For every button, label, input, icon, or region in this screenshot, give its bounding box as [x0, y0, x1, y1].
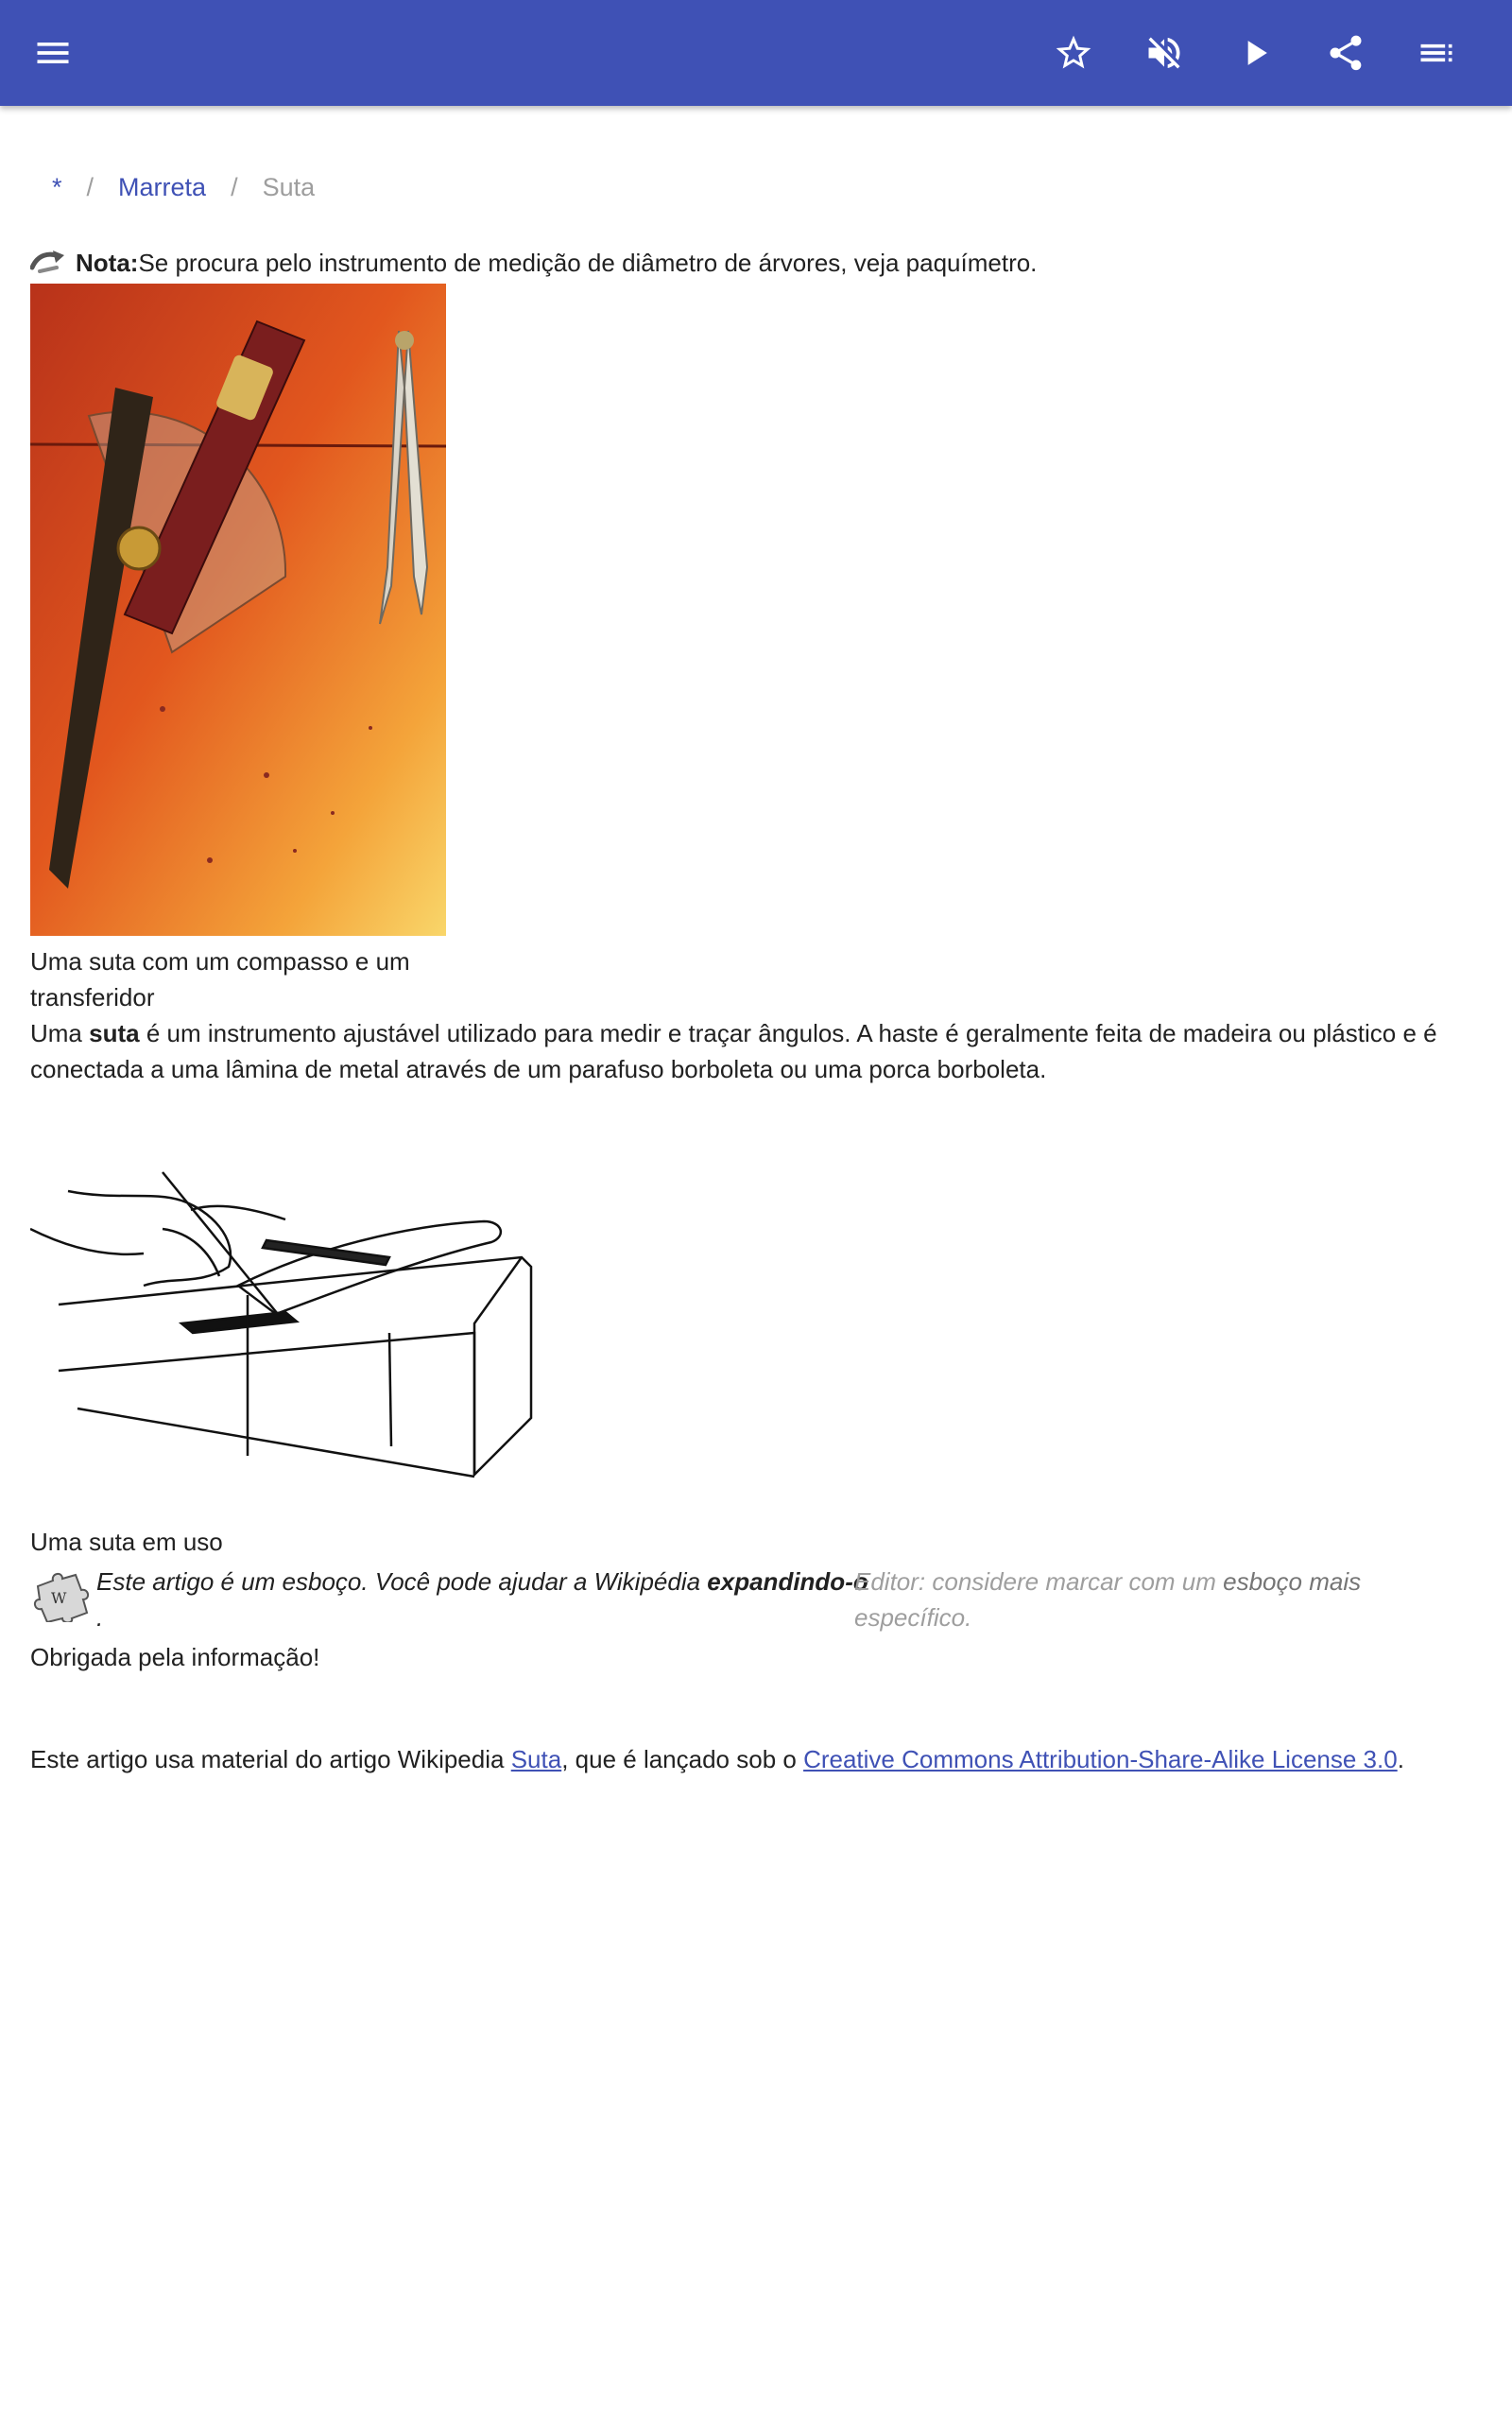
puzzle-piece-icon — [30, 1569, 91, 1622]
menu-button[interactable] — [23, 23, 83, 83]
stub-text-prefix: Este artigo é um esboço. Você pode ajudar a Wikipédia — [96, 1567, 708, 1596]
svg-text:W: W — [51, 1589, 67, 1607]
app-bar — [0, 0, 1512, 106]
mute-button[interactable] — [1134, 23, 1194, 83]
list-icon — [1416, 32, 1457, 74]
share-icon — [1325, 32, 1366, 74]
star-outline-icon — [1053, 32, 1094, 74]
article-paragraph — [30, 1015, 1486, 1087]
bevel-in-use-image — [30, 1134, 578, 1494]
stub-notice — [30, 1564, 1486, 1639]
intro-bold-term: suta — [89, 1019, 140, 1047]
share-button[interactable] — [1315, 23, 1376, 83]
photo-caption: Uma suta com um compasso e um transferidor — [30, 947, 410, 1011]
license-footer — [30, 1741, 1404, 1777]
drawing-caption: Uma suta em uso — [30, 1528, 223, 1556]
play-button[interactable] — [1225, 23, 1285, 83]
breadcrumb — [52, 166, 315, 208]
footer-middle: , que é lançado sob o — [561, 1745, 804, 1773]
bevel-photo[interactable] — [30, 284, 446, 936]
disambiguation-note — [30, 244, 1037, 282]
footer-suffix: . — [1397, 1745, 1404, 1773]
play-icon — [1234, 32, 1276, 74]
note-text: Se procura pelo instrumento de medição de diâmetro de árvores, veja paquímetro. — [138, 249, 1038, 277]
license-link[interactable]: Creative Commons Attribution-Share-Alike License 3.0 — [803, 1745, 1398, 1773]
stub-expand-link[interactable]: expandindo-o — [707, 1567, 868, 1596]
breadcrumb-separator: / — [231, 173, 238, 201]
intro-rest: é um instrumento ajustável utilizado para medir e traçar ângulos. A haste é geralmente feita de madeira ou plástico e é conectada a uma lâmina de metal através de um parafuso borboleta ou uma porca borboleta. — [30, 1019, 1437, 1083]
editor-hint-suffix: específico. — [854, 1603, 972, 1632]
breadcrumb-separator: / — [86, 173, 94, 201]
editor-hint-prefix: Editor: considere marcar com um — [854, 1567, 1224, 1596]
editor-hint-link[interactable]: esboço mais — [1223, 1567, 1362, 1596]
bevel-in-use-drawing[interactable] — [30, 1134, 578, 1494]
stub-text — [96, 1564, 871, 1635]
thanks-text: Obrigada pela informação! — [30, 1643, 320, 1671]
intro-prefix: Uma — [30, 1019, 90, 1047]
menu-icon — [32, 32, 74, 74]
source-article-link[interactable]: Suta — [510, 1745, 562, 1773]
footer-prefix: Este artigo usa material do artigo Wikipedia — [30, 1745, 511, 1773]
breadcrumb-current: Suta — [262, 173, 316, 201]
breadcrumb-parent[interactable]: Marreta — [118, 173, 207, 201]
volume-off-icon — [1143, 32, 1185, 74]
breadcrumb-home[interactable]: * — [52, 173, 62, 201]
bevel-photo-image — [30, 284, 446, 936]
table-of-contents-button[interactable] — [1406, 23, 1467, 83]
bookmark-button[interactable] — [1043, 23, 1104, 83]
stub-text-suffix: . — [96, 1603, 104, 1632]
stub-editor-hint — [854, 1564, 1421, 1635]
note-label: Nota: — [76, 249, 139, 277]
redirect-arrow-icon — [30, 247, 70, 279]
